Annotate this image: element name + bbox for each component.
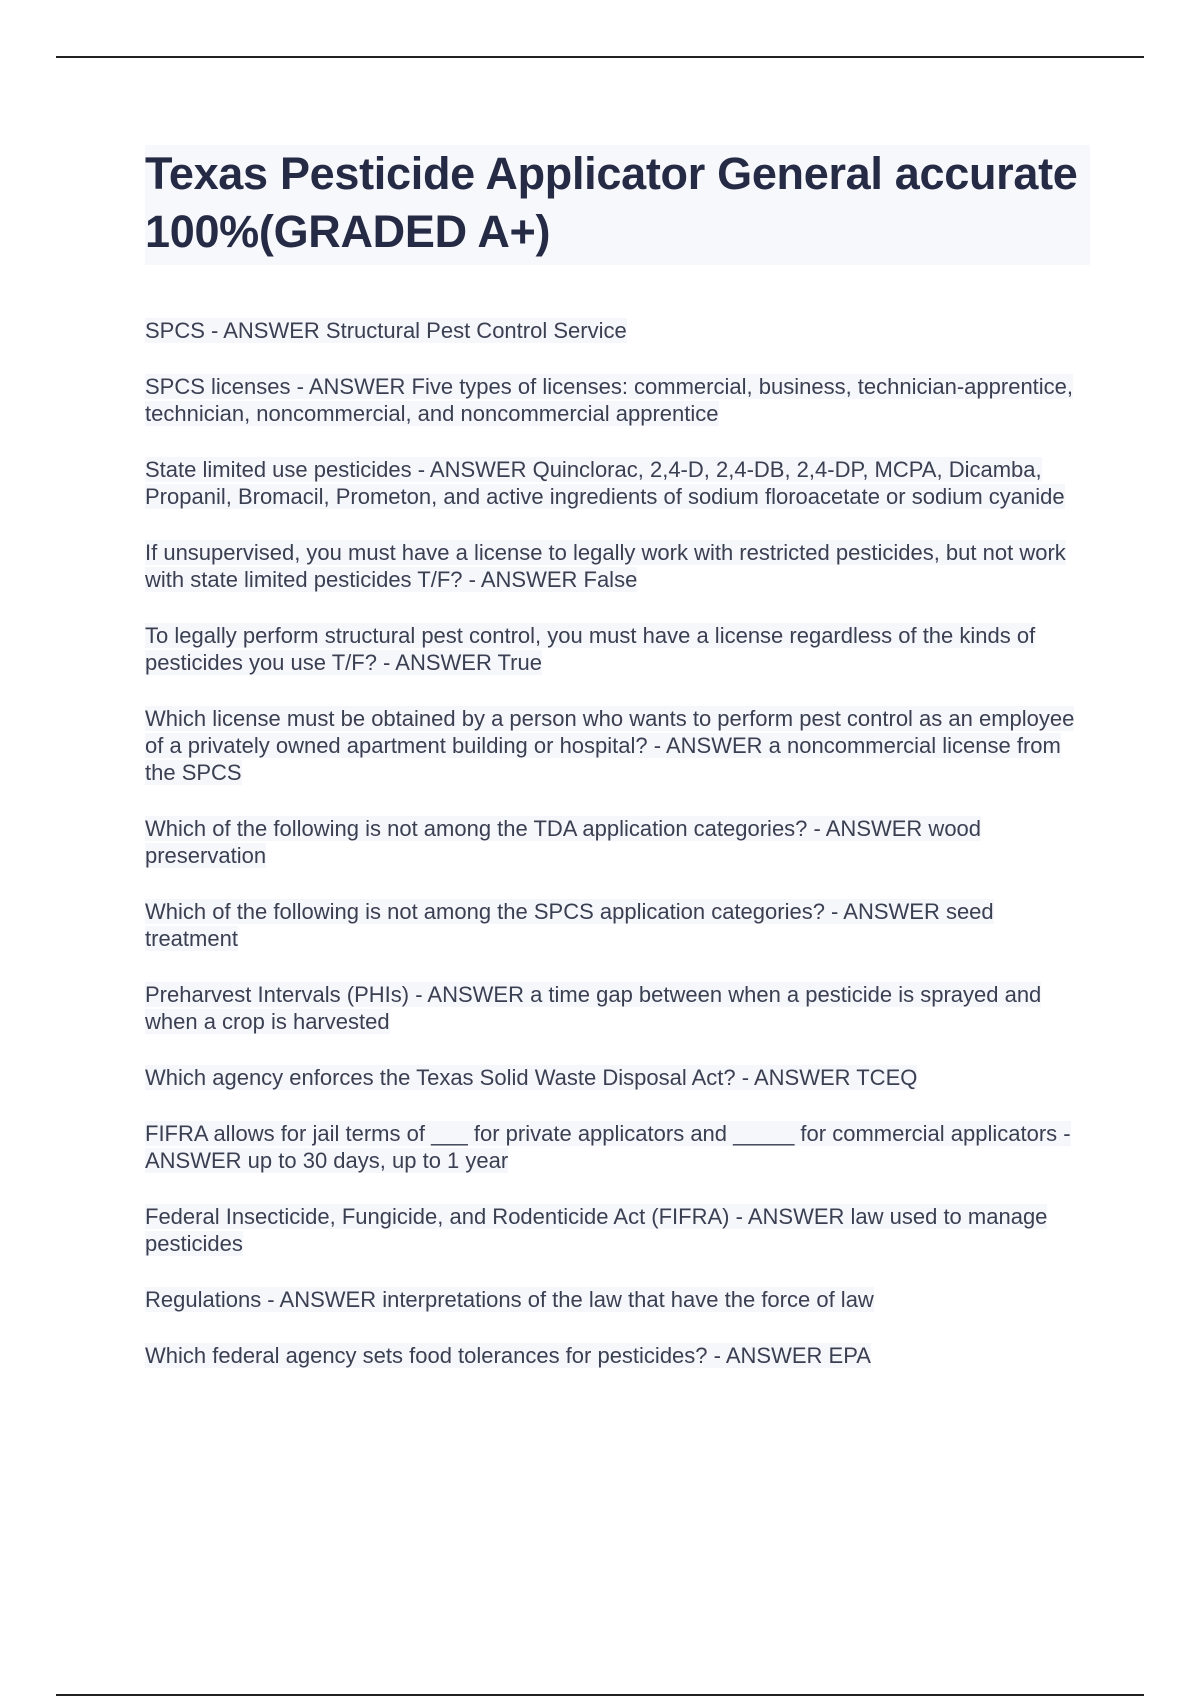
qa-text: Which federal agency sets food tolerances for pesticides? - ANSWER EPA xyxy=(145,1343,871,1368)
qa-text: SPCS - ANSWER Structural Pest Control Service xyxy=(145,318,627,343)
qa-item xyxy=(145,1286,1090,1313)
qa-text: FIFRA allows for jail terms of ___ for private applicators and _____ for commercial applicators - ANSWER up to 30 days, up to 1 year xyxy=(145,1121,1071,1173)
qa-item xyxy=(145,539,1090,593)
top-rule xyxy=(56,56,1144,58)
qa-item xyxy=(145,456,1090,510)
qa-text: State limited use pesticides - ANSWER Quinclorac, 2,4-D, 2,4-DB, 2,4-DP, MCPA, Dicamba, Propanil, Bromacil, Prometon, and active ingredients of sodium floroacetate or sodium cyanide xyxy=(145,457,1065,509)
qa-item xyxy=(145,622,1090,676)
qa-item xyxy=(145,815,1090,869)
qa-item xyxy=(145,1064,1090,1091)
qa-item xyxy=(145,317,1090,344)
bottom-rule xyxy=(56,1694,1144,1696)
qa-text: Regulations - ANSWER interpretations of the law that have the force of law xyxy=(145,1287,874,1312)
qa-text: Which of the following is not among the TDA application categories? - ANSWER wood preservation xyxy=(145,816,982,868)
title-block xyxy=(145,145,1090,265)
qa-item xyxy=(145,898,1090,952)
qa-text: To legally perform structural pest control, you must have a license regardless of the kinds of pesticides you use T/F? - ANSWER True xyxy=(145,623,1036,675)
qa-text: Which agency enforces the Texas Solid Waste Disposal Act? - ANSWER TCEQ xyxy=(145,1065,918,1090)
qa-text: SPCS licenses - ANSWER Five types of licenses: commercial, business, technician-apprentice, technician, noncommercial, and noncommercial apprentice xyxy=(145,374,1074,426)
qa-text: If unsupervised, you must have a license to legally work with restricted pesticides, but not work with state limited pesticides T/F? - ANSWER False xyxy=(145,540,1066,592)
qa-item xyxy=(145,981,1090,1035)
document-title: Texas Pesticide Applicator General accurate 100%(GRADED A+) xyxy=(145,148,1078,257)
qa-item xyxy=(145,1120,1090,1174)
document-body xyxy=(145,145,1090,1398)
qa-item xyxy=(145,705,1090,786)
qa-text: Which of the following is not among the SPCS application categories? - ANSWER seed treatment xyxy=(145,899,994,951)
qa-list xyxy=(145,317,1090,1369)
qa-text: Which license must be obtained by a person who wants to perform pest control as an employee of a privately owned apartment building or hospital? - ANSWER a noncommercial license from the SPCS xyxy=(145,706,1075,785)
qa-text: Federal Insecticide, Fungicide, and Rodenticide Act (FIFRA) - ANSWER law used to manage pesticides xyxy=(145,1204,1048,1256)
qa-item xyxy=(145,1203,1090,1257)
qa-item xyxy=(145,373,1090,427)
qa-text: Preharvest Intervals (PHIs) - ANSWER a time gap between when a pesticide is sprayed and when a crop is harvested xyxy=(145,982,1042,1034)
qa-item xyxy=(145,1342,1090,1369)
